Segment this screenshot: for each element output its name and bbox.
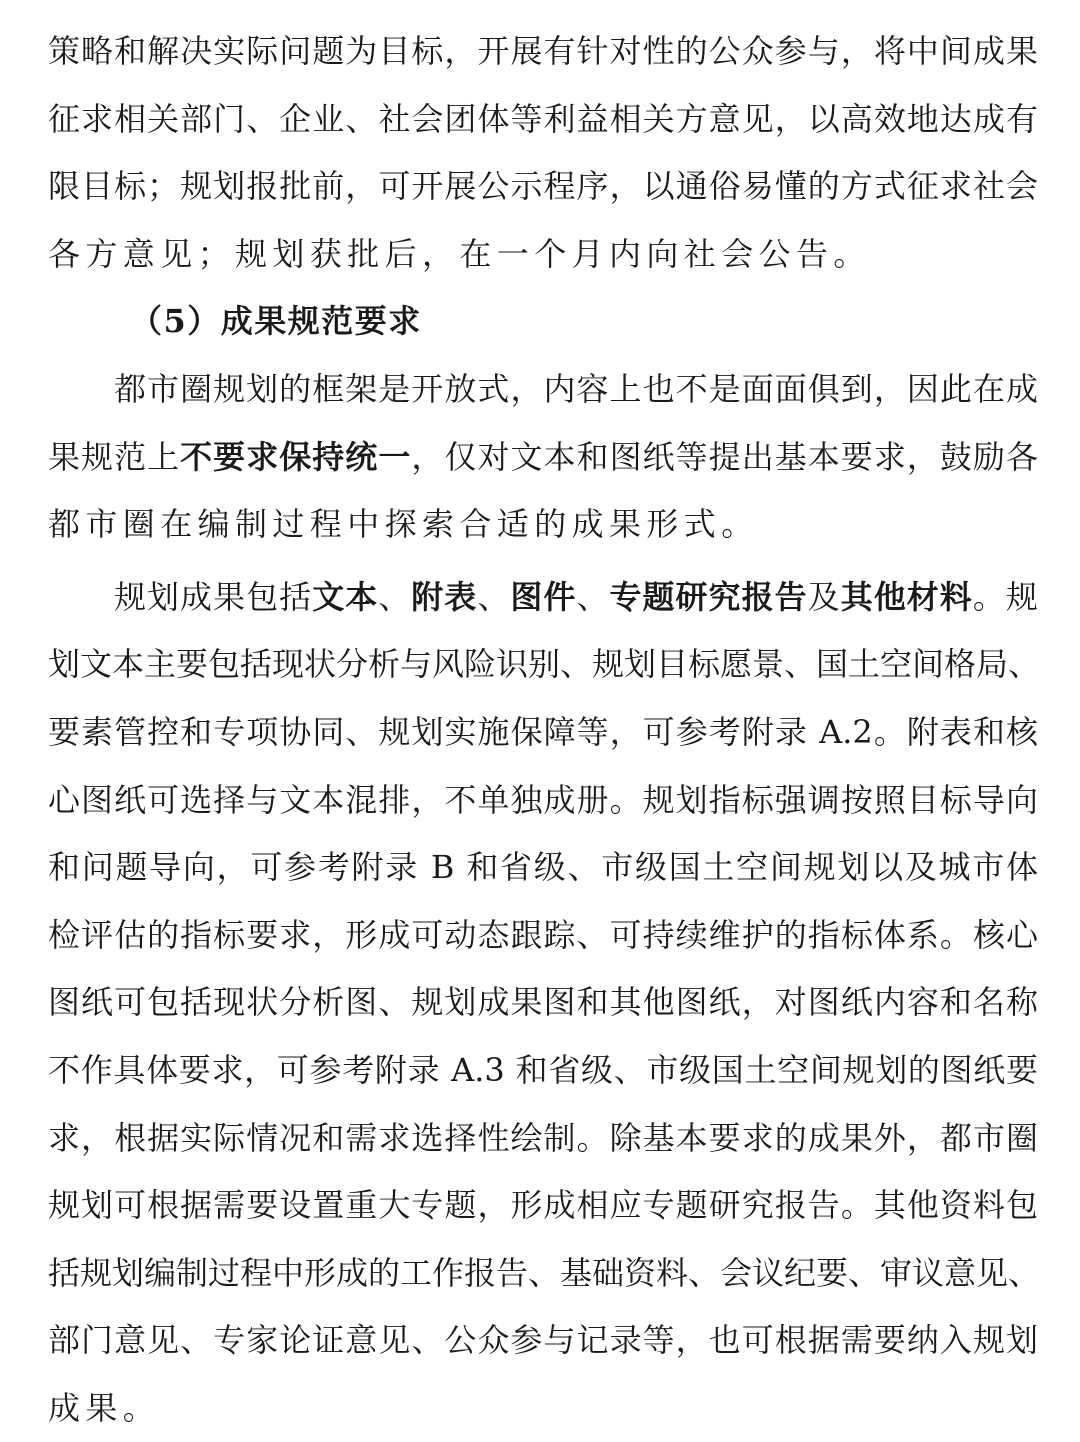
bold-emphasis: 附表 bbox=[411, 577, 478, 616]
bold-emphasis: 不要求保持统一 bbox=[180, 437, 412, 476]
section-heading: （5）成果规范要求 bbox=[130, 302, 422, 341]
bold-emphasis: 专题研究报告 bbox=[609, 577, 808, 616]
text-line: 括规划编制过程中形成的工作报告、基础资料、会议纪要、审议意见、 bbox=[48, 1253, 1041, 1292]
text-line: 都市圈规划的框架是开放式，内容上也不是面面俱到，因此在成 bbox=[114, 369, 1038, 408]
text-line: 图纸可包括现状分析图、规划成果图和其他图纸，对图纸内容和名称 bbox=[48, 983, 1038, 1022]
text-line: 策略和解决实际问题为目标，开展有针对性的公众参与，将中间成果 bbox=[48, 32, 1038, 70]
text-line bbox=[48, 564, 1038, 632]
text-line: 不作具体要求，可参考附录 A.3 和省级、市级国土空间规划的图纸要 bbox=[48, 1050, 1038, 1089]
text-line: 检评估的指标要求，形成可动态跟踪、可持续维护的指标体系。核心 bbox=[48, 915, 1038, 954]
text-line: 要素管控和专项协同、规划实施保障等，可参考附录 A.2。附表和核 bbox=[48, 712, 1038, 751]
text-run: 、 bbox=[477, 577, 511, 616]
text-line: 规划可根据需要设置重大专题，形成相应专题研究报告。其他资料包 bbox=[48, 1186, 1038, 1225]
bold-emphasis: 图件 bbox=[510, 577, 577, 616]
paragraph-output-contents bbox=[48, 564, 1041, 1442]
text-line: 划文本主要包括现状分析与风险识别、规划目标愿景、国土空间格局、 bbox=[48, 645, 1041, 684]
text-line: 征求相关部门、企业、社会团体等利益相关方意见，以高效地达成有 bbox=[48, 99, 1038, 138]
paragraph-public-participation bbox=[48, 18, 1038, 288]
text-run: 。规 bbox=[972, 577, 1038, 616]
text-run: 、 bbox=[378, 577, 412, 616]
text-line: 都市圈在编制过程中探索合适的成果形式。 bbox=[48, 505, 759, 544]
text-run: 、 bbox=[576, 577, 610, 616]
text-run: 及 bbox=[807, 577, 841, 616]
text-line: 求，根据实际情况和需求选择性绘制。除基本要求的成果外，都市圈 bbox=[48, 1118, 1038, 1157]
text-line bbox=[48, 424, 1038, 492]
text-run: 规划成果包括 bbox=[114, 577, 313, 616]
text-line: 部门意见、专家论证意见、公众参与记录等，也可根据需要纳入规划 bbox=[48, 1321, 1038, 1360]
text-run: ，仅对文本和图纸等提出基本要求，鼓励各 bbox=[411, 437, 1038, 476]
text-run: 果规范上 bbox=[48, 437, 181, 476]
bold-emphasis: 其他材料 bbox=[840, 577, 973, 616]
text-line: 成果。 bbox=[48, 1388, 161, 1427]
text-line: 和问题导向，可参考附录 B 和省级、市级国土空间规划以及城市体 bbox=[48, 848, 1038, 887]
text-line: 限目标；规划报批前，可开展公示程序，以通俗易懂的方式征求社会 bbox=[48, 167, 1038, 206]
document-page bbox=[48, 18, 1041, 1442]
paragraph-output-norms bbox=[48, 356, 1038, 559]
bold-emphasis: 文本 bbox=[312, 577, 379, 616]
text-line: 心图纸可选择与文本混排，不单独成册。规划指标强调按照目标导向 bbox=[48, 780, 1038, 819]
text-line: 各方意见；规划获批后，在一个月内向社会公告。 bbox=[48, 234, 871, 273]
